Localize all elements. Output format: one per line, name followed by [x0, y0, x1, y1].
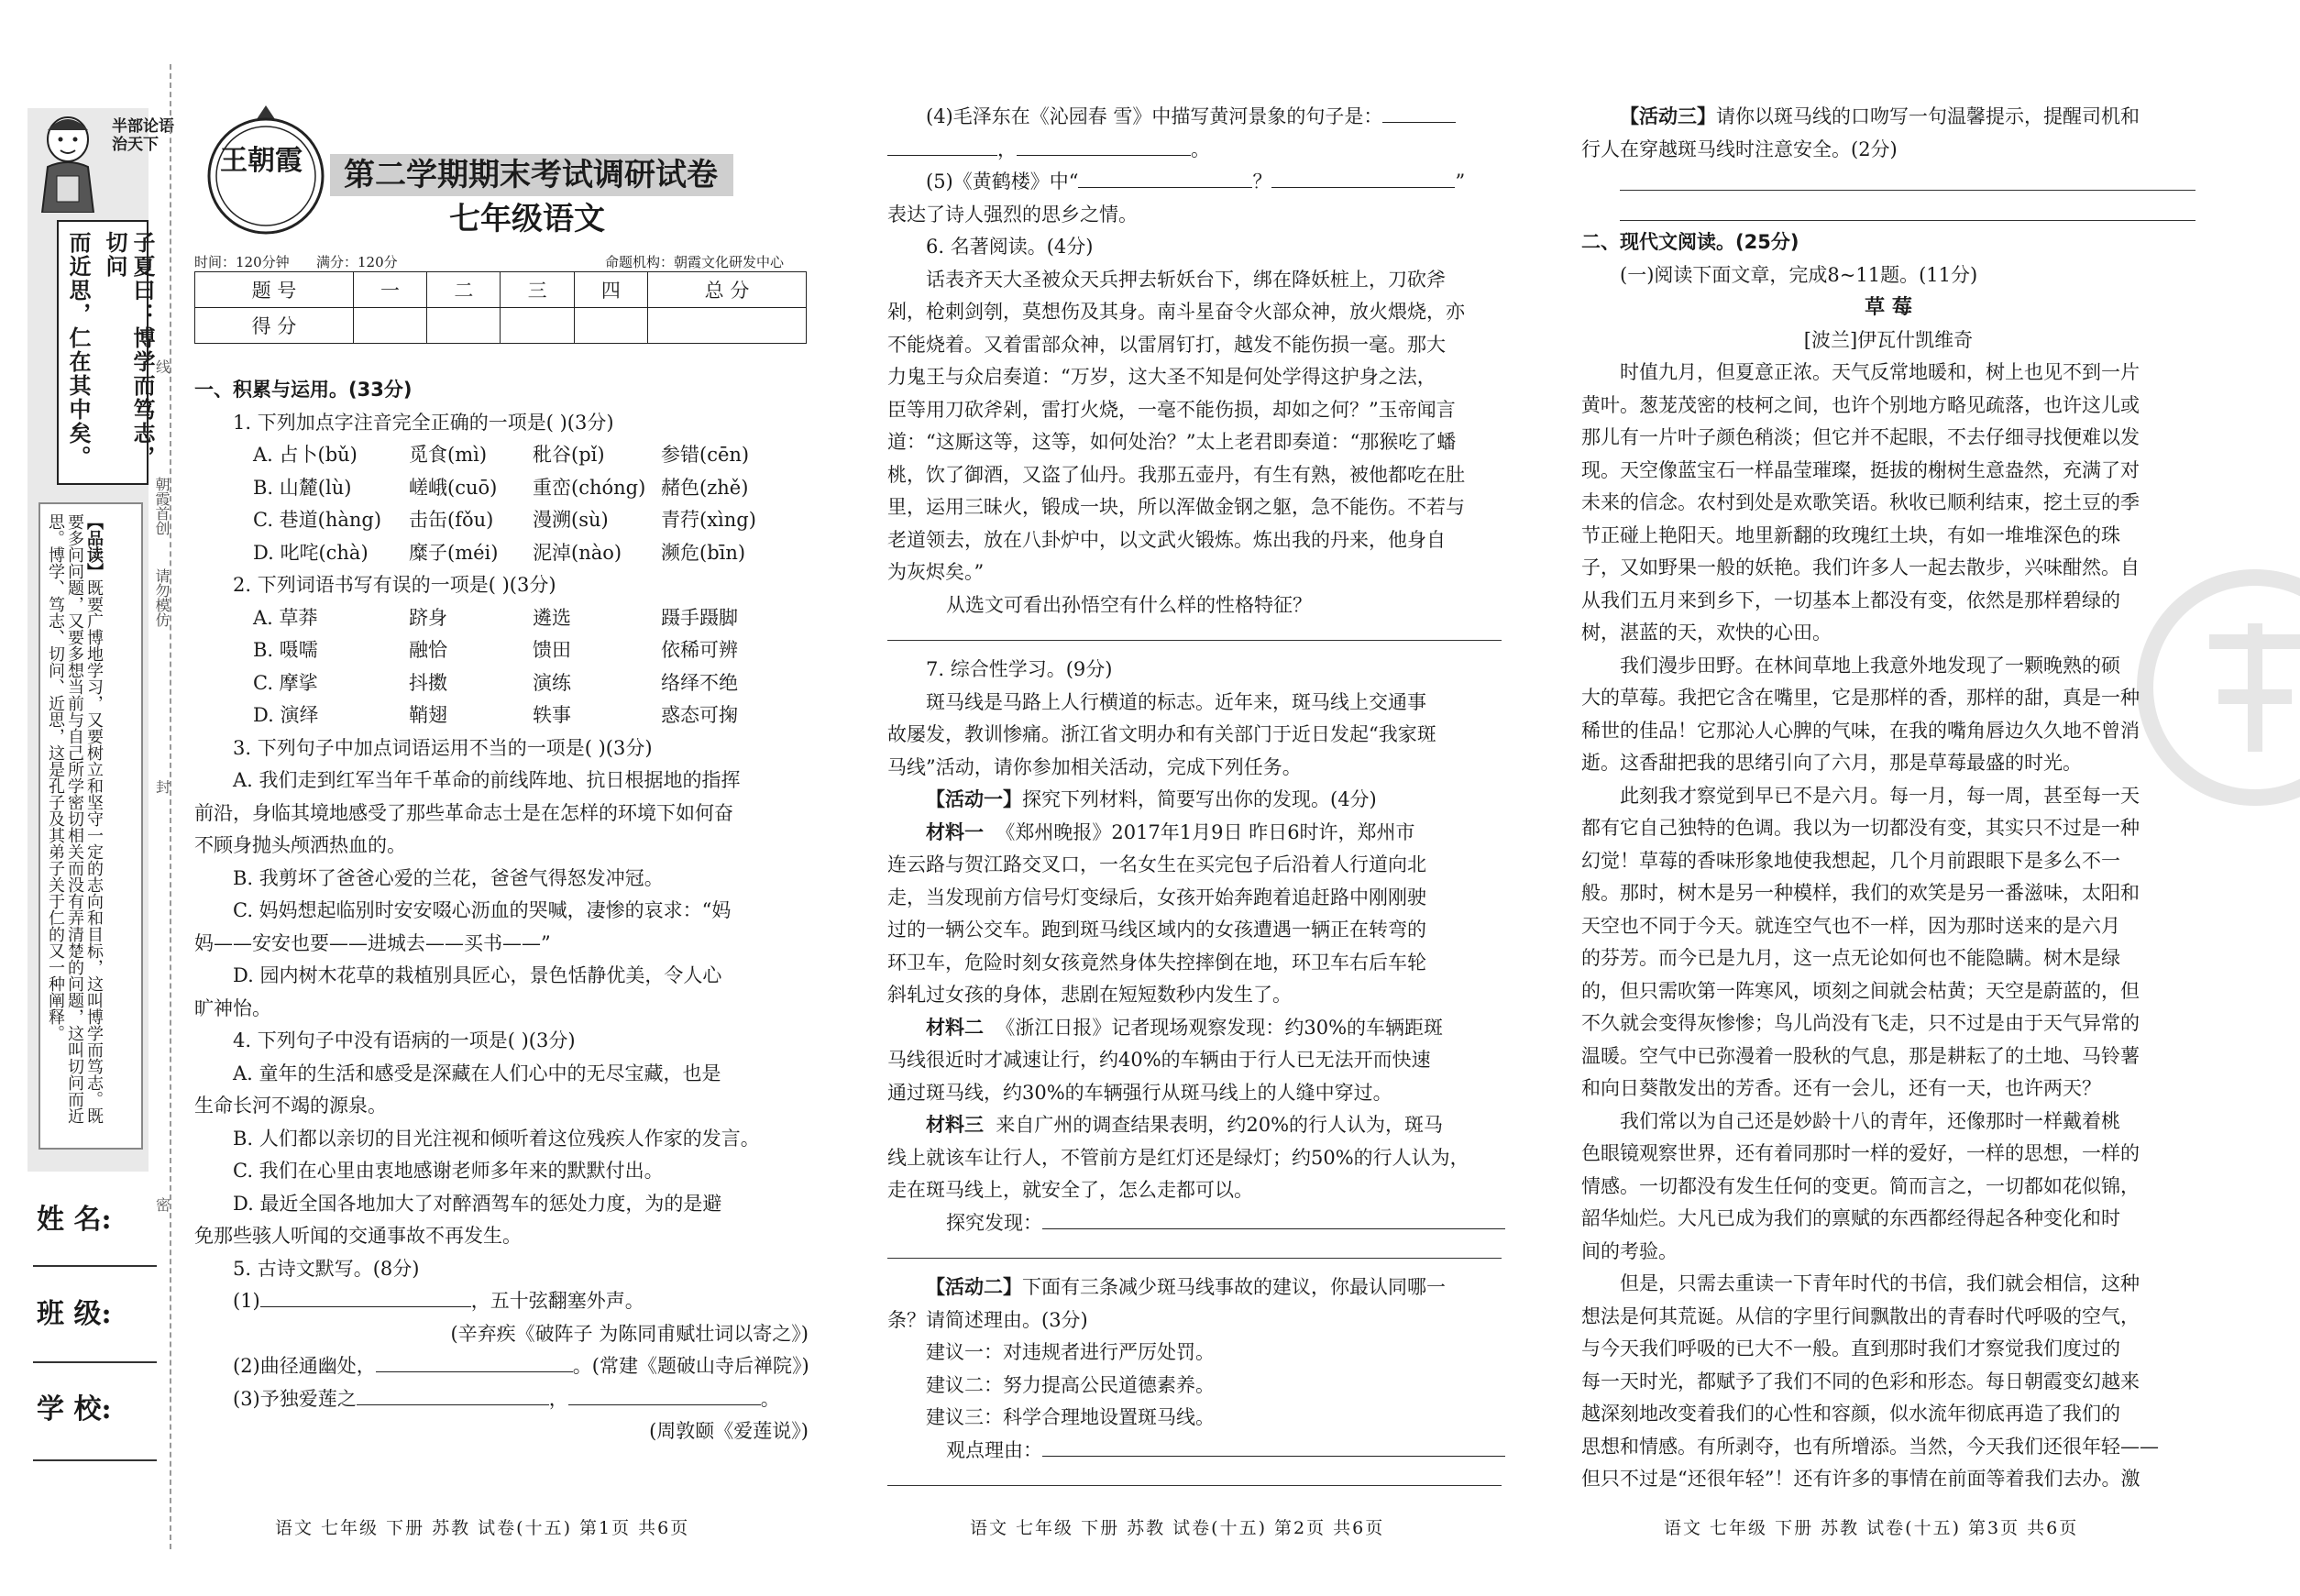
section-2-heading: 二、现代文阅读。(25分): [1581, 231, 1799, 253]
activity-2-text: 下面有三条减少斑马线事故的建议，你最认同哪一: [1022, 1276, 1446, 1298]
q6-text: 为灰烬矣。”: [887, 561, 985, 583]
name-label: 姓 名:: [37, 1204, 112, 1236]
option-item: 遴选: [533, 606, 571, 629]
para-line: 越深刻地改变着我们的心性和容颜，似水流年彻底再造了我们的: [1581, 1403, 2120, 1425]
q3-line: 旷神怡。: [194, 996, 271, 1019]
q1-option-d: [194, 537, 809, 570]
para-line: 那儿有一片叶子颜色稍淡；但它并不起眼，不去仔细寻找便难以发: [1581, 426, 2140, 448]
q5-3-comma: ，: [548, 1387, 568, 1410]
q5-3-period: 。: [760, 1387, 780, 1410]
para-line: 天空也不同于今天。就连空气也不一样，因为那时送来的是六月: [1581, 914, 2120, 937]
option-item: 演练: [533, 671, 571, 694]
material-1-text: 《郑州晚报》2017年1月9日 昨日6时许，郑州市: [996, 820, 1415, 843]
para-line: 韶华灿烂。大凡已成为我们的禀赋的东西都经得起各种变化和时: [1581, 1207, 2120, 1229]
activity-3-answer-line[interactable]: [1620, 220, 2195, 221]
option-item: A. 草莽: [253, 606, 318, 629]
time-info: 时间：120分钟: [194, 254, 290, 270]
option-item: 融恰: [409, 639, 447, 661]
score-table: [194, 271, 807, 344]
confucius-avatar-icon: [29, 112, 106, 213]
reading-1-instruction: (一)阅读下面文章，完成8~11题。(11分): [1620, 263, 1978, 286]
q3-line: B. 我剪坏了爸爸心爱的兰花，爸爸气得怒发冲冠。: [233, 866, 664, 889]
q5-4-blank-2[interactable]: [887, 135, 997, 156]
q6-stem: 6. 名著阅读。(4分): [926, 236, 1094, 258]
side-label-2: 请勿模仿: [153, 568, 171, 627]
exam-title: 第二学期期末考试调研试卷: [344, 157, 718, 193]
material-3-text: 来自广州的调查结果表明，约20%的行人认为，斑马: [996, 1114, 1444, 1136]
q7-intro: 故屡发，教训惨痛。浙江省文明办和有关部门于近日发起“我家斑: [887, 723, 1436, 745]
logo-text: 王朝霞: [220, 145, 303, 177]
page-3: [1581, 101, 2195, 1496]
material-2-text: 通过斑马线，约30%的车辆强行从斑马线上的人缝中穿过。: [887, 1081, 1392, 1104]
para-line: 与今天我们呼吸的已大不一般。直到那时我们才察觉我们度过的: [1581, 1337, 2120, 1359]
q5-4: [887, 101, 1502, 134]
para-line: 逝。这香甜把我的思绪引向了六月，那是草莓最盛的时光。: [1581, 752, 2082, 774]
q7-stem: 7. 综合性学习。(9分): [926, 658, 1113, 680]
para-line: 大的草莓。我把它含在嘴里，它是那样的香，那样的甜，真是一种: [1581, 687, 2140, 709]
activity-3-tag: 【活动三】: [1620, 105, 1716, 127]
activity-2-text-2: 条？请简述理由。(3分): [887, 1308, 1088, 1331]
score-cell[interactable]: [501, 308, 574, 344]
activity-1-tag: 【活动一】: [926, 788, 1022, 810]
q3-line: 妈——安安也要——进城去——买书——”: [194, 931, 551, 954]
q5-2: [194, 1350, 809, 1383]
q3-line: C. 妈妈想起临别时安安啜心沥血的哭喊，凄惨的哀求：“妈: [233, 899, 732, 921]
reason-answer-line[interactable]: [887, 1485, 1502, 1486]
q4-line: D. 最近全国各地加大了对醉酒驾车的惩处力度，为的是避: [233, 1192, 722, 1215]
q2-option-a: [194, 602, 809, 635]
name-field[interactable]: [33, 1265, 157, 1267]
discover-answer-line[interactable]: [887, 1258, 1502, 1259]
exam-subtitle: 七年级语文: [449, 201, 605, 237]
q7-intro: 斑马线是马路上人行横道的标志。近年来，斑马线上交通事: [926, 690, 1426, 713]
material-1-tag: 材料一: [926, 820, 984, 843]
q5-5-text: (5)《黄鹤楼》中“: [926, 171, 1079, 193]
para-line: 稀世的佳品！它那沁人心脾的气味，在我的嘴角唇边久久地不曾消: [1581, 719, 2140, 742]
material-1-text: 斜轧过女孩的身体，悲剧在短短数秒内发生了。: [887, 984, 1292, 1006]
q1-option-b: [194, 472, 809, 505]
para-line: 都有它自己独特的色调。我以为一切都没有变，其实只不过是一种: [1581, 817, 2140, 839]
option-item: C. 巷道(hàng): [253, 509, 382, 531]
class-field[interactable]: [33, 1361, 157, 1363]
q6-text: 话表齐天大圣被众天兵押去斩妖台下，绑在降妖桩上，刀砍斧: [926, 268, 1446, 291]
score-cell[interactable]: [353, 308, 426, 344]
para-line: 我们常以为自己还是妙龄十八的青年，还像那时一样戴着桃: [1620, 1109, 2120, 1132]
option-item: B. 嗫嚅: [253, 639, 318, 661]
material-2-text: 马线很近时才减速让行，约40%的车辆由于行人已无法开而快速: [887, 1049, 1431, 1071]
activity-3-text: 请你以斑马线的口吻写一句温馨提示，提醒司机和: [1716, 105, 2140, 127]
pindu-body: 既要广博地学习，又要树立和坚守一定的志向和目标，这叫博学而笃志。既要多问问题，又要多想当前与自己所学密切相关而没有弄清楚的问题，这叫切问而近思。博学、笃志、切问、近思，这是孔子及其弟子关于仁的又一种阐释。: [46, 513, 104, 1124]
q5-1-blank[interactable]: [260, 1286, 471, 1307]
para-line: 黄叶。葱茏茂密的枝柯之间，也许个别地方略见疏落，也许这儿或: [1581, 393, 2140, 416]
option-item: 糜子(méi): [409, 541, 499, 564]
score-header-cell: 题 号: [195, 272, 354, 308]
q3-line: 不顾身抛头颅洒热血的。: [194, 834, 406, 856]
q1-stem: 1. 下列加点字注音完全正确的一项是( )(3分): [233, 411, 614, 434]
option-item: 泥淖(nào): [533, 541, 622, 564]
para-line: 节正碰上艳阳天。地里新翻的玫瑰红土块，有如一堆堆深色的珠: [1581, 523, 2120, 546]
school-field[interactable]: [33, 1459, 157, 1461]
section-1-heading: 一、积累与运用。(33分): [194, 379, 413, 401]
q2-stem: 2. 下列词语书写有误的一项是( )(3分): [233, 574, 556, 596]
q5-2-source: 。(常建《题破山寺后禅院》): [572, 1355, 809, 1377]
seal-mark-feng: 封: [156, 778, 171, 796]
q2-option-b: [194, 634, 809, 667]
material-3-tag: 材料三: [926, 1114, 984, 1136]
reason-label: 观点理由：: [946, 1438, 1042, 1461]
q1-option-c: [194, 504, 809, 537]
motto: [112, 117, 174, 154]
q6-text: 剁，枪刺剑刳，莫想伤及其身。南斗星奋令火部众神，放火煨烧，亦: [887, 301, 1465, 323]
quote-line-1: 子夏曰：博学而笃志，切问: [102, 231, 156, 469]
q5-5-blank-1[interactable]: [1078, 167, 1252, 188]
suggestion-3: 建议三：科学合理地设置斑马线。: [926, 1406, 1215, 1428]
score-header-cell: 二: [427, 272, 501, 308]
option-item: D. 叱咤(chà): [253, 541, 369, 564]
score-cell[interactable]: [648, 308, 807, 344]
para-line: 思想和情感。有所剥夺，也有所增添。当然，今天我们还很年轻——: [1581, 1435, 2159, 1458]
para-line: 的，但只需吹第一阵寒风，顷刻之间就会枯黄；天空是蔚蓝的，但: [1581, 979, 2140, 1002]
material-2-tag: 材料二: [926, 1016, 984, 1039]
score-header-cell: 三: [501, 272, 574, 308]
option-item: 馈田: [533, 639, 571, 661]
article-author: [波兰]伊瓦什凯维奇: [1803, 328, 1974, 351]
q5-2-text: (2)曲径通幽处，: [233, 1355, 376, 1377]
q5-3-blank-2[interactable]: [568, 1384, 761, 1405]
reason-row: [887, 1435, 1502, 1468]
q2-option-c: [194, 667, 809, 700]
option-item: 轶事: [533, 704, 571, 726]
option-item: 嵯峨(cuō): [409, 476, 498, 499]
para-line: 间的考验。: [1581, 1239, 1678, 1262]
q5-4-period: 。: [1191, 138, 1210, 160]
discover-blank[interactable]: [1042, 1208, 1505, 1229]
class-label: 班 级:: [37, 1298, 112, 1330]
para-line: 此刻我才察觉到早已不是六月。每一月，每一周，甚至每一天: [1620, 784, 2140, 807]
org-info: 命题机构：朝霞文化研发中心: [605, 254, 785, 270]
material-1: [887, 817, 1502, 850]
para-line: 的芬芳。而今已是九月，这一点无论如何也不能隐瞒。树木是绿: [1581, 947, 2120, 969]
material-3-text: 走在斑马线上，就安全了，怎么走都可以。: [887, 1179, 1253, 1201]
q5-4-cont: ， 。: [887, 134, 1502, 167]
para-line: 子，又如野果一般的妖艳。我们许多人一起去散步，兴味酣然。自: [1581, 556, 2140, 578]
q4-line: 免那些骇人听闻的交通事故不再发生。: [194, 1225, 522, 1247]
para-line: 想法是何其荒诞。从信的字里行间飘散出的青春时代呼吸的空气，: [1581, 1304, 2140, 1327]
score-cell[interactable]: [427, 308, 501, 344]
pindu-tag: 【品读】: [84, 513, 104, 579]
discover-row: [887, 1207, 1502, 1240]
activity-2: [887, 1271, 1502, 1304]
option-item: 跻身: [409, 606, 447, 629]
material-1-text: 连云路与贺江路交叉口，一名女生在买完包子后沿着人行道向北: [887, 853, 1426, 875]
q5-4-blank-3[interactable]: [1017, 135, 1191, 156]
q5-1-text: ，五十弦翻塞外声。: [470, 1290, 644, 1312]
q6-text: 臣等用刀砍斧剁，雷打火烧，一毫不能伤损，却如之何？”玉帝闻言: [887, 398, 1456, 421]
option-item: 漫溯(sù): [533, 509, 609, 531]
para-line: 每一天时光，都赋予了我们不同的色彩和形态。每日朝霞变幻越来: [1581, 1370, 2140, 1392]
para-line: 和向日葵散发出的芳香。还有一会儿，还有一天，也许两天？: [1581, 1077, 2101, 1099]
q4-line: B. 人们都以亲切的目光注视和倾听着这位残疾人作家的发言。: [233, 1127, 760, 1150]
material-3-text: 线上就该车让行人，不管前方是红灯还是绿灯；约50%的行人认为，: [887, 1146, 1469, 1169]
para-line: 未来的信念。农村到处是欢歌笑语。秋收已顺利结束，挖土豆的季: [1581, 491, 2140, 513]
reason-blank[interactable]: [1042, 1436, 1505, 1457]
activity-1-text: 探究下列材料，简要写出你的发现。(4分): [1022, 788, 1377, 810]
q5-5-tail: 表达了诗人强烈的思乡之情。: [887, 203, 1138, 226]
score-header-cell: 一: [353, 272, 426, 308]
q5-4-blank-1[interactable]: [1382, 102, 1456, 123]
q1-options: [194, 439, 809, 569]
para-line: 我们漫步田野。在林间草地上我意外地发现了一颗晚熟的硕: [1620, 654, 2120, 677]
q3-line: 前沿，身临其境地感受了那些革命志士是在怎样的环境下如何奋: [194, 801, 733, 824]
score-table-header-row: [195, 272, 807, 308]
score-cell[interactable]: [574, 308, 647, 344]
q5-5-q: ？: [1252, 171, 1272, 193]
q6-text: 道：“这厮这等，这等，如何处治？”太上老君即奏道：“那猴吃了蟠: [887, 431, 1457, 453]
q2-option-d: [194, 699, 809, 732]
option-item: 觅食(mì): [409, 444, 488, 466]
para-line: 温暖。空气中已弥漫着一股秋的气息，那是耕耘了的土地、马铃薯: [1581, 1044, 2140, 1067]
q5-3-source: (周敦颐《爱莲说》): [649, 1420, 809, 1442]
q5-stem: 5. 古诗文默写。(8分): [233, 1257, 420, 1280]
option-item: 络绎不绝: [661, 671, 738, 694]
q3-line: A. 我们走到红军当年千革命的前线阵地、抗日根据地的指挥: [233, 769, 741, 791]
option-item: 击缶(fǒu): [409, 509, 494, 531]
material-2-text: 《浙江日报》记者现场观察发现：约30%的车辆距斑: [996, 1016, 1444, 1039]
activity-3-answer-line[interactable]: [1620, 190, 2195, 191]
q5-3-text: (3)予独爱莲之: [233, 1387, 357, 1410]
page-3-footer: 语文 七年级 下册 苏教 试卷(十五) 第3页 共6页: [1664, 1518, 2079, 1538]
q5-3: [194, 1383, 809, 1416]
q3-line: D. 园内树木花草的栽植别具匠心，景色恬静优美，令人心: [233, 964, 722, 986]
motto-line-1: 半部论语: [112, 117, 174, 136]
material-1-text: 走，当发现前方信号灯变绿后，女孩开始奔跑着追赶路中刚刚驶: [887, 886, 1426, 908]
option-item: 蹑手蹑脚: [661, 606, 738, 629]
q5-5: [887, 166, 1502, 199]
page-1-footer: 语文 七年级 下册 苏教 试卷(十五) 第1页 共6页: [275, 1518, 690, 1538]
option-item: 秕谷(pǐ): [533, 444, 605, 466]
score-header-cell: 总 分: [648, 272, 807, 308]
option-item: 抖擞: [409, 671, 447, 694]
para-line: 不久就会变得灰惨惨；鸟儿尚没有飞走，只不过是由于天气异常的: [1581, 1012, 2140, 1034]
option-item: 赭色(zhě): [661, 476, 749, 499]
q4-line: C. 我们在心里由衷地感谢老师多年来的默默付出。: [233, 1160, 664, 1182]
para-line: 时值九月，但夏意正浓。天气反常地暖和，树上也见不到一片: [1620, 361, 2140, 383]
score-row-label: 得 分: [195, 308, 354, 344]
q2-options: [194, 602, 809, 732]
q6-ask: 从选文可看出孙悟空有什么样的性格特征？: [946, 593, 1312, 616]
para-line: 现。天空像蓝宝石一样晶莹璀璨，挺拔的榭树生意盎然，充满了对: [1581, 458, 2140, 481]
q3-stem: 3. 下列句子中加点词语运用不当的一项是( )(3分): [233, 736, 653, 759]
material-1-text: 过的一辆公交车。跑到斑马线区域内的女孩遭遇一辆正在转弯的: [887, 919, 1426, 941]
q4-line: 生命长河不竭的源泉。: [194, 1095, 387, 1117]
page-2-footer: 语文 七年级 下册 苏教 试卷(十五) 第2页 共6页: [970, 1518, 1385, 1538]
option-item: A. 占卜(bǔ): [253, 444, 358, 466]
q6-text: 里，运用三昧火，锻成一块，所以浑做金钢之躯，急不能伤。不若与: [887, 496, 1465, 518]
q1-option-a: [194, 439, 809, 472]
material-1-text: 环卫车，危险时刻女孩竟然身体失控摔倒在地，环卫车右后车轮: [887, 951, 1426, 974]
q5-1: [194, 1285, 809, 1318]
material-3: [887, 1109, 1502, 1142]
seal-mark-mi: 密: [156, 1196, 171, 1214]
seal-line: [170, 64, 171, 1549]
motto-line-2: 治天下: [112, 136, 159, 154]
total-score-info: 满分：120分: [316, 254, 398, 270]
q6-text: 力鬼王与众启奏道：“万岁，这大圣不知是何处学得这护身之法，: [887, 366, 1436, 388]
option-item: 鞘翅: [409, 704, 447, 726]
activity-3: [1581, 101, 2195, 134]
score-table-score-row: [195, 308, 807, 344]
q5-4-text: (4)毛泽东在《沁园春 雪》中描写黄河景象的句子是：: [926, 105, 1383, 127]
q5-3-blank-1[interactable]: [357, 1384, 549, 1405]
option-item: 参错(cēn): [661, 444, 750, 466]
q6-text: 老道领去，放在八卦炉中，以文武火锻炼。炼出我的丹来，他身自: [887, 528, 1446, 551]
q5-1-prefix: (1): [233, 1290, 260, 1312]
discover-label: 探究发现：: [946, 1211, 1042, 1234]
q6-text: 桃，饮了御酒，又盗了仙丹。我那五壶丹，有生有熟，被他都吃在肚: [887, 463, 1465, 486]
pindu-text: [46, 513, 104, 1137]
side-label-1: 朝霞首创: [153, 477, 171, 535]
q5-5-quote: ”: [1455, 171, 1466, 193]
q4-line: A. 童年的生活和感受是深藏在人们心中的无尽宝藏，也是: [233, 1062, 721, 1084]
para-line: 情感。一切都没有发生任何的变更。简而言之，一切都如花似锦，: [1581, 1174, 2140, 1197]
para-line: 幻觉！草莓的香味形象地使我想起，几个月前跟眼下是多么不一: [1581, 849, 2120, 872]
page-2: [887, 101, 1502, 1486]
q5-2-blank[interactable]: [376, 1351, 573, 1372]
para-line: 树，湛蓝的天，欢快的心田。: [1581, 622, 1832, 644]
school-label: 学 校:: [37, 1393, 112, 1425]
score-header-cell: 四: [574, 272, 647, 308]
option-item: 重峦(chóng): [533, 476, 646, 499]
option-item: C. 摩挲: [253, 671, 318, 694]
option-item: B. 山麓(lù): [253, 476, 352, 499]
q5-1-source: (辛弃疾《破阵子 为陈同甫赋壮词以寄之》): [450, 1322, 809, 1345]
quote-line-2: 而近思，仁在其中矣。: [65, 231, 92, 469]
seal-mark-xian: 线: [156, 358, 171, 376]
q6-answer-line[interactable]: [887, 640, 1502, 641]
option-item: 濒危(bīn): [661, 541, 746, 564]
q5-5-blank-2[interactable]: [1271, 167, 1455, 188]
option-item: D. 演绎: [253, 704, 319, 726]
page-1: [194, 374, 809, 1448]
para-line: 色眼镜观察世界，还有着同那时一样的爱好，一样的思想，一样的: [1581, 1142, 2140, 1164]
q7-intro: 马线”活动，请你参加相关活动，完成下列任务。: [887, 755, 1302, 778]
option-item: 青荇(xìng): [661, 509, 756, 531]
q6-text: 不能烧着。又着雷部众神，以雷屑钉打，越发不能伤损一毫。那大: [887, 333, 1446, 356]
para-line: 般。那时，树木是另一种模样，我们的欢笑是另一番滋味，太阳和: [1581, 882, 2140, 904]
q4-stem: 4. 下列句子中没有语病的一项是( )(3分): [233, 1029, 576, 1051]
para-line: 从我们五月来到乡下，一切基本上都没有变，依然是那样碧绿的: [1581, 589, 2120, 611]
article-title: 草 莓: [1865, 296, 1912, 319]
activity-3-text-2: 行人在穿越斑马线时注意安全。(2分): [1581, 138, 1898, 160]
option-item: 惑态可掬: [661, 704, 738, 726]
suggestion-2: 建议二：努力提高公民道德素养。: [926, 1373, 1215, 1396]
option-item: 依稀可辨: [661, 639, 738, 661]
material-2: [887, 1012, 1502, 1045]
para-line: 但只不过是“还很年轻”！还有许多的事情在前面等着我们去办。激: [1581, 1468, 2140, 1490]
activity-1: [887, 784, 1502, 817]
activity-2-tag: 【活动二】: [926, 1276, 1022, 1298]
suggestion-1: 建议一：对违规者进行严厉处罚。: [926, 1341, 1215, 1363]
para-line: 但是，只需去重读一下青年时代的书信，我们就会相信，这种: [1620, 1272, 2140, 1294]
